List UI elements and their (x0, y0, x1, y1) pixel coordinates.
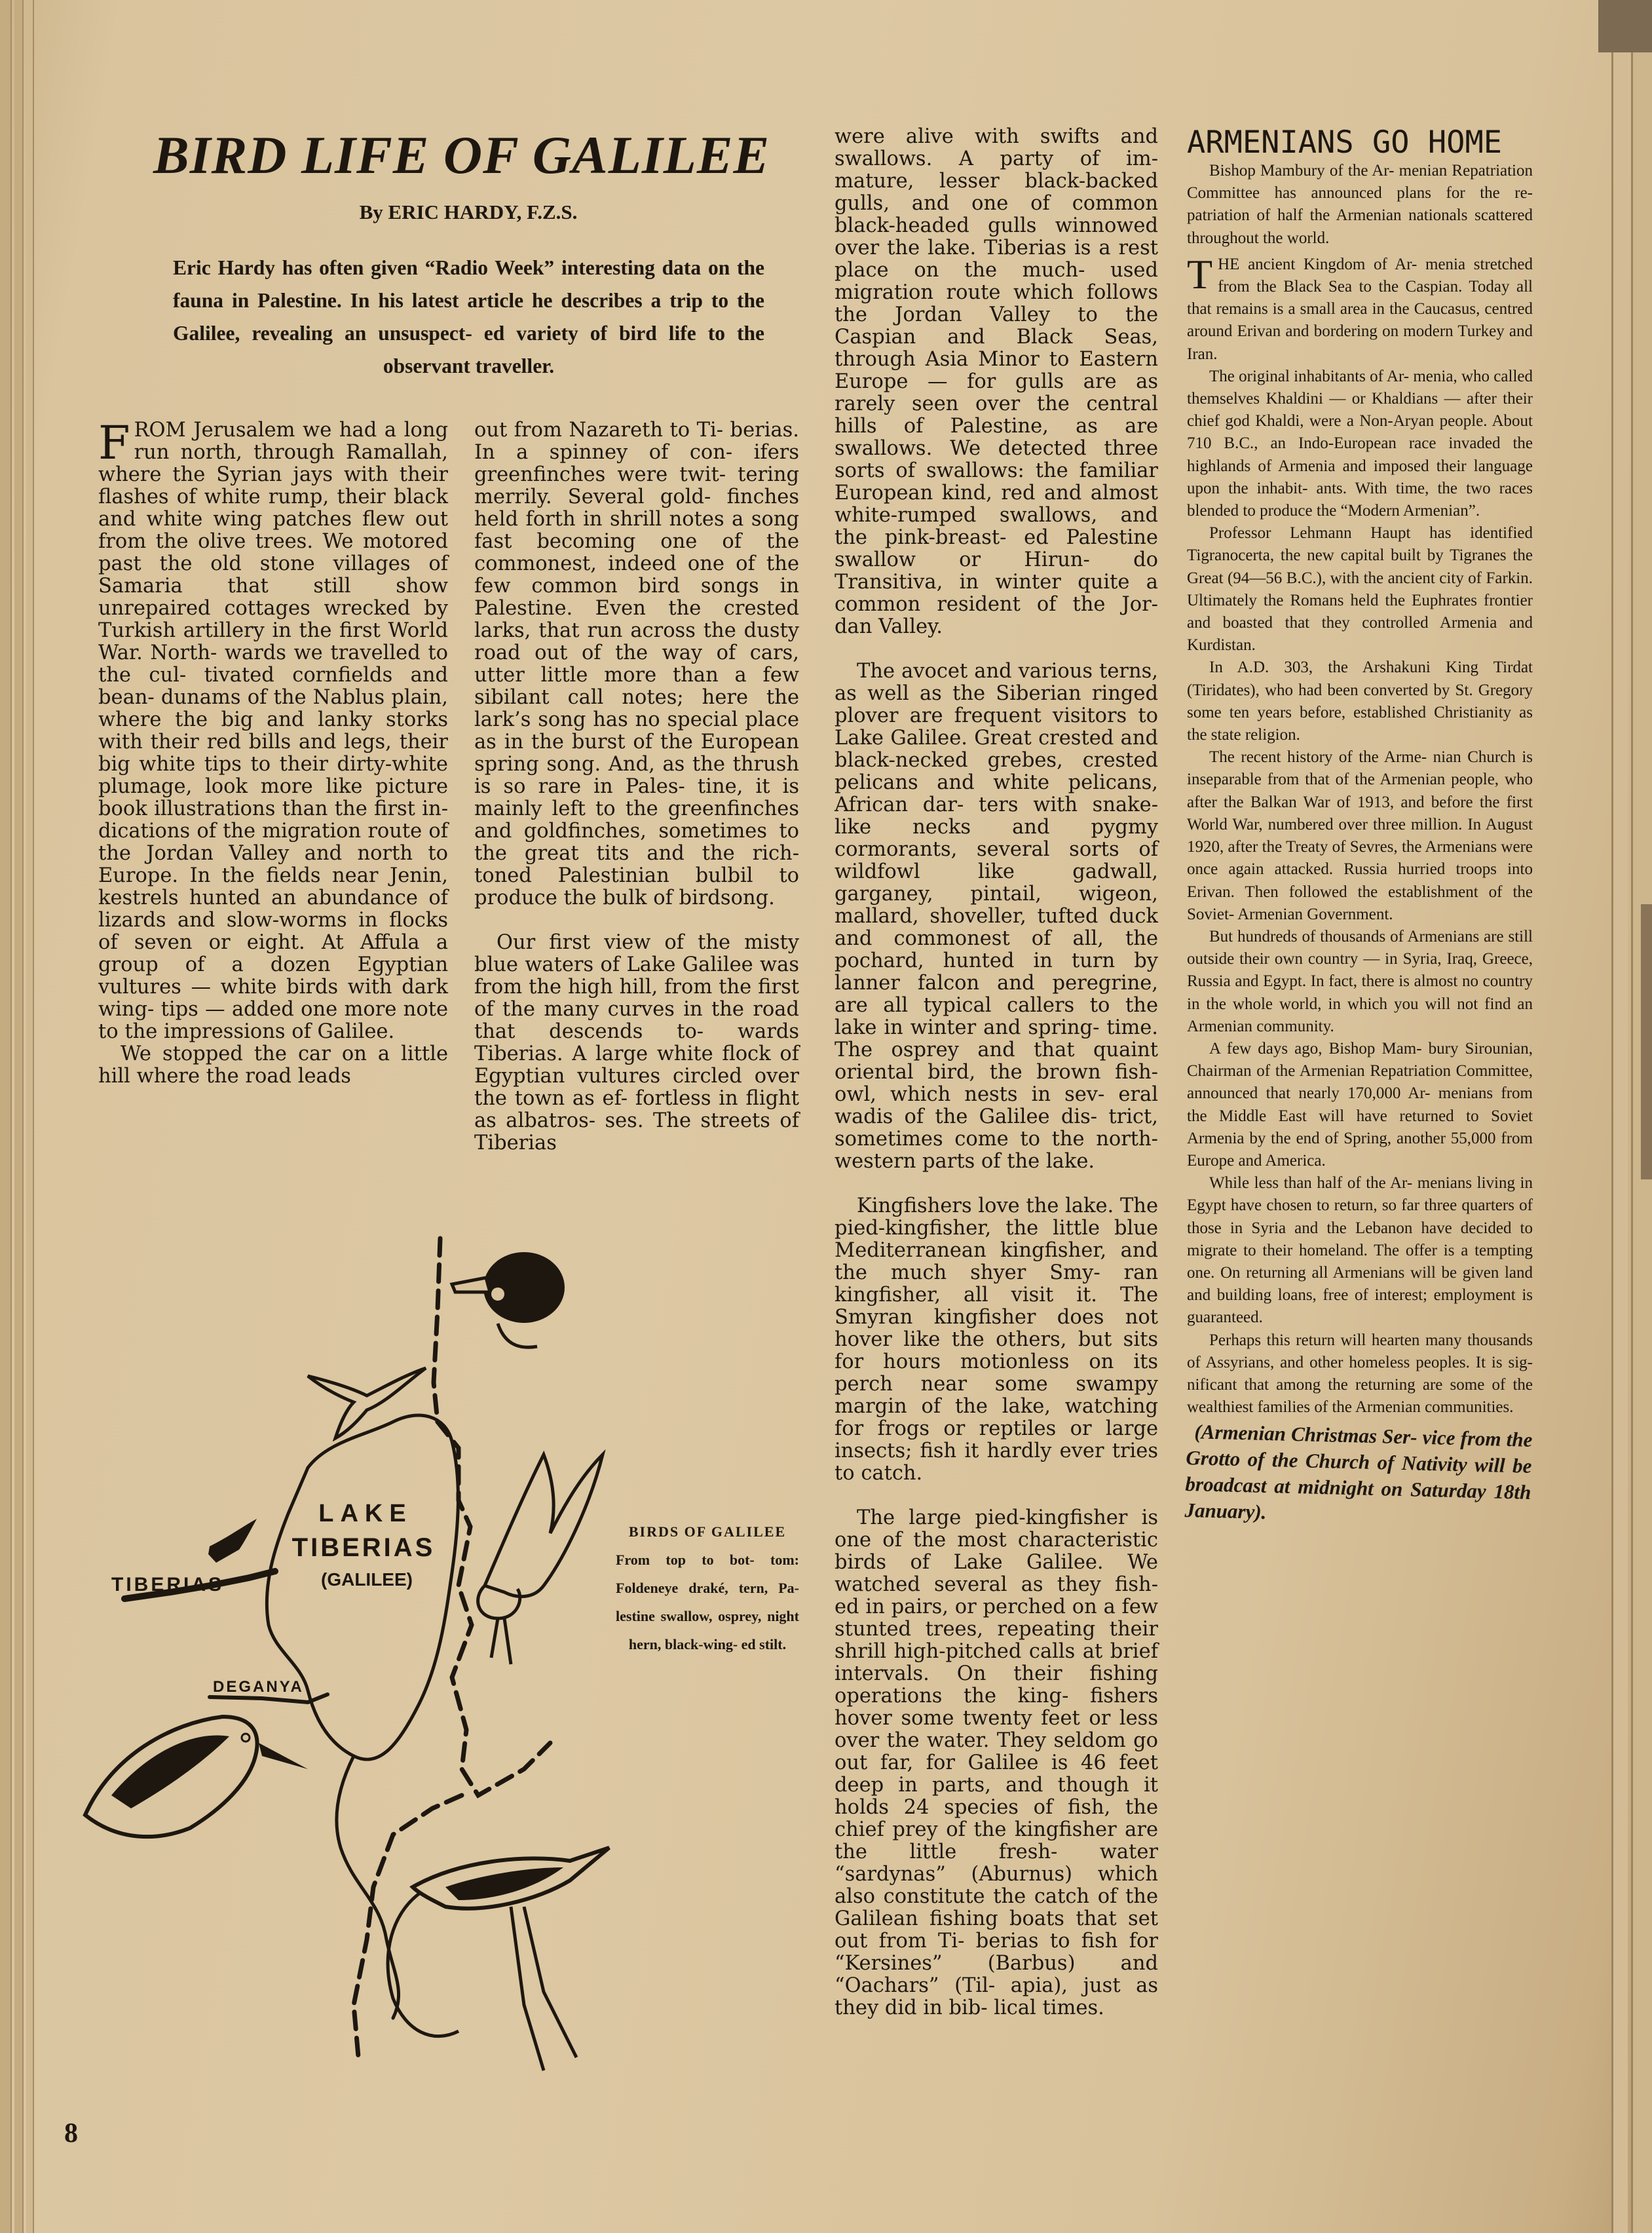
article-paragraph: Our first view of the misty blue waters of Lake Galilee was from the high hill, from the first of the many curves in the road that descends to- wards Tiberias. A large white flock of Egyptian vultures circled over the town as ef- fortless in flight as albatros- ses. The streets of Tiberias (474, 931, 799, 1155)
paragraph-text: ROM Jerusalem we had a long run north, through Ramallah, where the Syrian jays with their flashes of white rump, their black and white wing patches flew out from the olive trees. We motored past the old stone villages of Samaria that still show unrepaired cottages wrecked by Turkish artillery in the first World War. North- wards we travelled to the cul- tivated cornfields and bean- dunams of the Nablus plain, where the big and lanky storks with their red bills and legs, their big white tips to their dirty-white plumage, look more like picture book illustrations than the first in- dications of the migration route of the Jordan Valley and north to Europe. In the fields near Jenin, kestrels hunted an abundance of lizards and slow-worms in flocks of seven or eight. At Affula a group of a dozen Egyptian vultures — white birds with dark wing- tips — added one more note to the impressions of Galilee. (98, 419, 448, 1043)
article-paragraph: were alive with swifts and swallows. A party of im- mature, lesser black-backed gulls, and one of common black-headed gulls winnowed over the lake. Tiberias is a rest place on the much- used migration route which follows the Jordan Valley to the Caspian and Black Seas, through Asia Minor to Eastern Europe — for gulls are as rarely seen over the central hills of Palestine, as are swallows. We detected three sorts of swallows: the familiar European kind, red and almost white-rumped swallows, and the pink-breast- ed Palestine swallow or Hirun- do Transitiva, in winter quite a common resident of the Jor- dan Valley. (835, 125, 1158, 638)
goldeneye-duck-drawing (452, 1252, 565, 1347)
article-byline: By ERIC HARDY, F.Z.S. (359, 200, 578, 223)
map-town-label: TIBERIAS (111, 1574, 225, 1595)
illustration-caption (616, 1517, 799, 1658)
article-paragraph: The large pied-kingfisher is one of the most characteristic birds of Lake Galilee. We watched several as they fish- ed in pairs, or perched on a few stunted trees, repeating their shrill high-pitched calls at brief intervals. On their fishing operations the king- fishers hover some twenty feet or less over the water. They seldom go out far, for Galilee is 46 feet deep in parts, and though it holds 24 species of fish, the chief prey of the kingfisher are the little fresh- water “sardynas” (Aburnus) which also constitute the catch of the Galilean fishing boats that set out from Ti- berias to fish for “Kersines” (Barbus) and “Oachars” (Til- apia), just as they did in bib- lical times. (835, 1506, 1158, 2019)
sidebar-paragraph: Professor Lehmann Haupt has identified Tigranocerta, the new capital built by Tigranes the Great (94—56 B.C.), with the ancient city of Farkin. Ultimately the Romans held the Euphrates frontier and boasted that they controlled Armenia and Kurdistan. (1187, 524, 1533, 655)
osprey-drawing (478, 1455, 603, 1664)
article-intro: Eric Hardy has often given “Radio Week” interesting data on the fauna in Palestine. In his latest article he describes a trip to the Galilee, revealing an unsuspect- ed variety of bird life to the observant traveller. (173, 256, 764, 377)
sidebar-paragraph: A few days ago, Bishop Mam- bury Sirounian, Chairman of the Armenian Repatriation Committee, announced that nearly 170,000 Ar- menians from the Middle East will have returned to Soviet Armenia by the end of Spring, another 55,000 from Europe and America. (1187, 1039, 1533, 1170)
sidebar-broadcast-note: (Armenian Christmas Ser- vice from the Grotto of the Church of Nativity will be broadcast at midnight on Saturday 18th January). (1184, 1420, 1533, 1524)
black-winged-stilt-drawing (388, 1848, 609, 2071)
article-paragraph: out from Nazareth to Ti- berias. In a spinney of con- ifers greenfinches were twit- tering merrily. Several gold- finches held forth in shrill notes a song fast becoming one of the commonest, indeed one of the few common bird songs in Palestine. Even the crested larks, that run across the dusty road out of the way of cars, utter little more than a few sibilant call notes; here the lark’s song has no special place as in the burst of the European spring song. And, as the thrush is so rare in Pales- tine, it is mainly left to the greenfinches and goldfinches, sometimes to the great tits and the rich-toned Palestinian bulbil to produce the bulk of birdsong. (474, 419, 799, 909)
drop-cap: F (98, 416, 130, 470)
swallow-drawing (208, 1519, 257, 1563)
caption-title: BIRDS OF GALILEE (628, 1523, 787, 1540)
article-paragraph: Kingfishers love the lake. The pied-kingfisher, the little blue Mediterranean kingfisher, and the much shyer Smy- ran kingfisher, all visit it. The Smyran kingfisher does not hover like the others, but sits for hours motionless on its perch near some swampy margin of the lake, watching for frogs or reptiles or large insects; fish it hardly ever tries to catch. (835, 1194, 1158, 1485)
night-heron-drawing (85, 1717, 308, 1837)
map-lake-label: (GALILEE) (321, 1569, 413, 1590)
sidebar-paragraph: The recent history of the Arme- nian Church is inseparable from that of the Armenian people, who after the Balkan War of 1913, and before the first World War, numbered over three million. In August 1920, after the Treaty of Sevres, the Armenians were once again attacked. Russia hurried troops into Erivan. Then followed the establishment of the Soviet- Armenian Government. (1187, 748, 1533, 923)
page-number: 8 (64, 2118, 78, 2148)
article-title: BIRD LIFE OF GALILEE (153, 125, 770, 185)
drop-cap: T (1187, 250, 1213, 297)
sidebar-paragraph: The original inhabitants of Ar- menia, who called themselves Khaldini — or Khaldians — after their chief god Khaldi, were a Non-Aryan people. About 710 B.C., an Indo-European race invaded the highlands of Armenia and imposed their language upon the inhabit- ants. With time, the two races blended to produce the “Modern Armenian”. (1187, 367, 1533, 520)
article-paragraph: We stopped the car on a little hill where the road leads (98, 1042, 448, 1088)
caption-body: From top to bot- tom: Foldeneye draké, tern, Pa- lestine swallow, osprey, night hern, black-wing- ed stilt. (616, 1552, 799, 1652)
sidebar-paragraph: While less than half of the Ar- menians living in Egypt have chosen to return, so far three quarters of those in Syria and the Lebanon have decided to migrate to their homeland. The offer is a tempting one. On returning all Armenians will be given land and building loans, free of interest; employment is guaranteed. (1187, 1174, 1533, 1327)
sidebar-paragraph: Perhaps this return will hearten many thousands of Assyrians, and other homeless peoples. It is sig- nificant that among the returning are some of the wealthiest families of the Armenian communities. (1187, 1331, 1533, 1417)
sidebar-paragraph: But hundreds of thousands of Armenians are still outside their own country — in Syria, Iraq, Greece, Russia and Egypt. In fact, there is almost no country in the whole world, in which you will not find an Armenian community. (1187, 927, 1533, 1035)
map-town-label: DEGANYA (213, 1678, 304, 1696)
sidebar-heading: ARMENIANS GO HOME (1187, 124, 1503, 161)
map-lake-label: LAKE (318, 1500, 413, 1527)
paragraph-text: HE ancient Kingdom of Ar- menia stretched from the Black Sea to the Caspian. Today all that remains is a small area in the Caucasus, centred around Erivan and bordering on modern Turkey and Iran. (1187, 255, 1533, 363)
map-lake-label: TIBERIAS (291, 1533, 436, 1562)
sidebar-paragraph: In A.D. 303, the Arshakuni King Tirdat (Tiridates), who had been converted by St. Gregory some ten years before, established Christianity as the state religion. (1187, 658, 1533, 744)
sidebar-lead: Bishop Mambury of the Ar- menian Repatriation Committee has announced plans for the re- patriation of half the Armenian nationals scattered throughout the world. (1187, 162, 1533, 247)
tern-drawing (308, 1368, 426, 1438)
article-paragraph: The avocet and various terns, as well as the Siberian ringed plover are frequent visitors to Lake Galilee. Great crested and black-necked grebes, crested pelicans and white pelicans, African dar- ters with snake-like necks and pygmy cormorants, several sorts of wildfowl like gadwall, garganey, pintail, wigeon, mallard, shoveller, tufted duck and commonest of all, the pochard, hunted in turn by lanner falcon and peregrine, are all typical callers to the lake in winter and spring- time. The osprey and that quaint oriental bird, the brown fish-owl, which nests in sev- eral wadis of the Galilee dis- trict, sometimes come to the north-western parts of the lake. (835, 660, 1158, 1173)
